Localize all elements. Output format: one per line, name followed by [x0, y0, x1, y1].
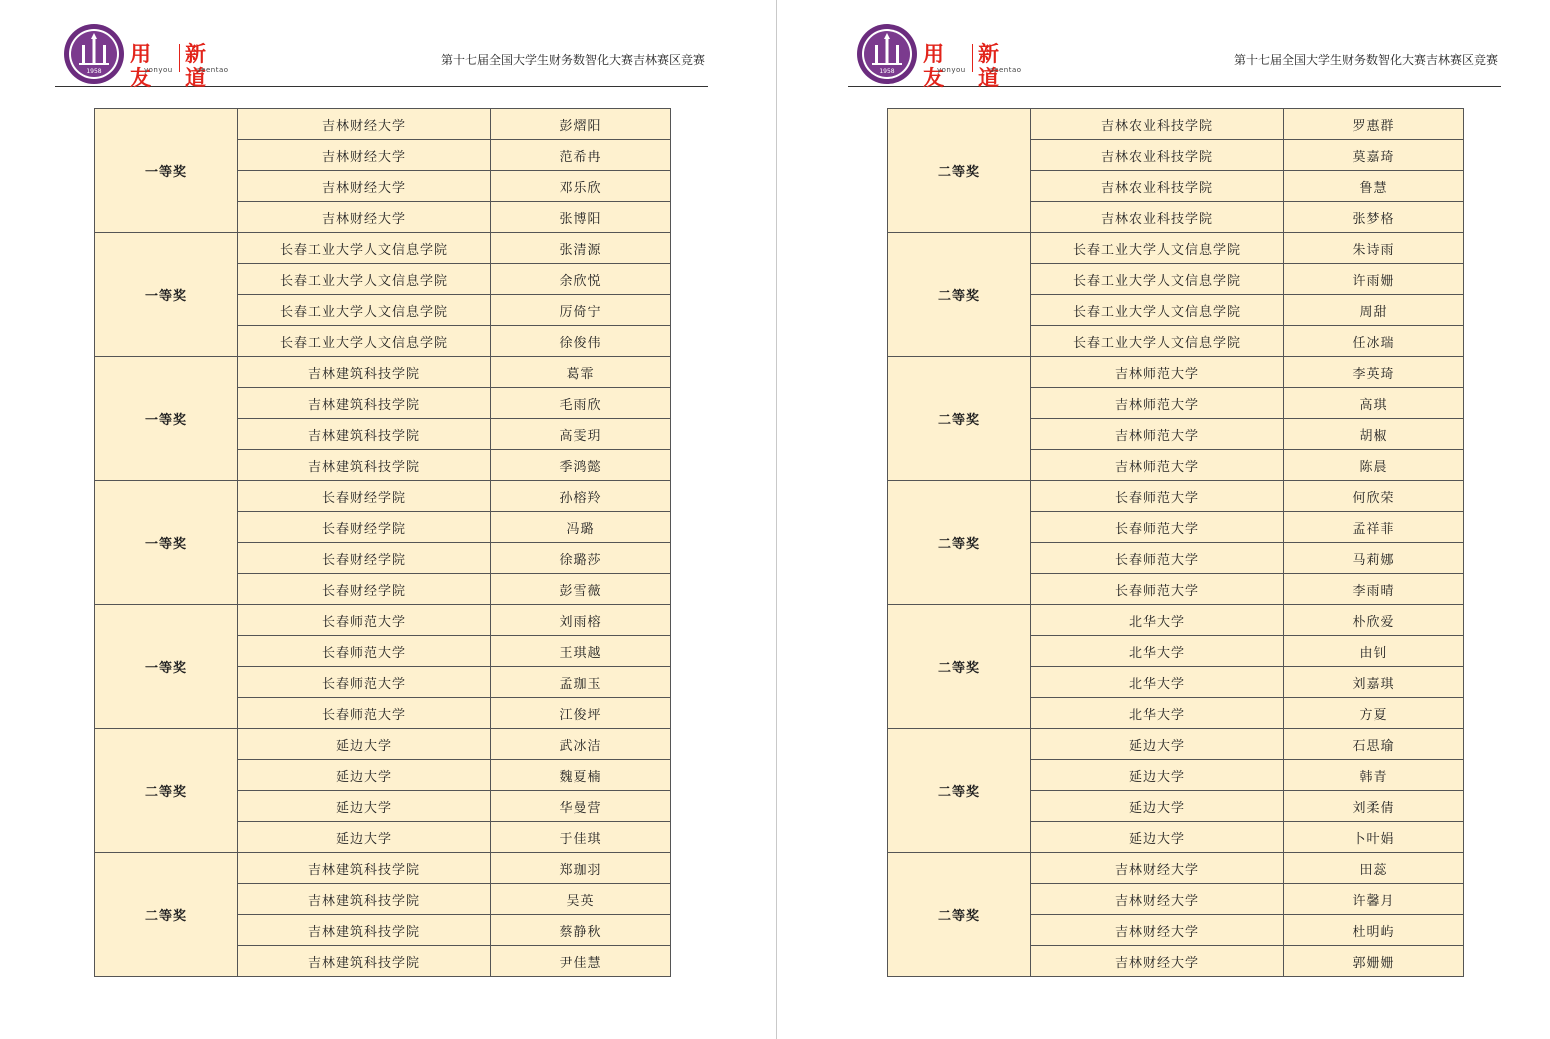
school-cell: 吉林建筑科技学院: [238, 419, 491, 450]
table-row: [888, 605, 1464, 636]
student-name-cell: 武冰洁: [491, 729, 671, 760]
student-name-cell: 陈晨: [1284, 450, 1464, 481]
brand-separator: [179, 44, 180, 72]
school-cell: 长春工业大学人文信息学院: [238, 264, 491, 295]
school-cell: 吉林财经大学: [238, 140, 491, 171]
school-cell: 长春工业大学人文信息学院: [1031, 264, 1284, 295]
school-cell: 吉林财经大学: [238, 202, 491, 233]
student-name-cell: 江俊坪: [491, 698, 671, 729]
student-name-cell: 徐璐莎: [491, 543, 671, 574]
award-level-cell: 一等奖: [95, 233, 238, 357]
table-row: [888, 357, 1464, 388]
student-name-cell: 石思瑜: [1284, 729, 1464, 760]
seal-year: 1958: [879, 68, 895, 75]
student-name-cell: 于佳琪: [491, 822, 671, 853]
school-cell: 吉林师范大学: [1031, 388, 1284, 419]
table-row: [888, 729, 1464, 760]
school-cell: 长春师范大学: [1031, 481, 1284, 512]
student-name-cell: 许馨月: [1284, 884, 1464, 915]
table-row: [888, 233, 1464, 264]
school-cell: 长春师范大学: [238, 698, 491, 729]
award-level-cell: 一等奖: [95, 357, 238, 481]
school-cell: 延边大学: [238, 729, 491, 760]
student-name-cell: 毛雨欣: [491, 388, 671, 419]
school-cell: 延边大学: [1031, 729, 1284, 760]
school-cell: 延边大学: [1031, 760, 1284, 791]
student-name-cell: 卜叶娟: [1284, 822, 1464, 853]
school-cell: 吉林建筑科技学院: [238, 853, 491, 884]
award-level-cell: 一等奖: [95, 481, 238, 605]
school-cell: 吉林财经大学: [1031, 884, 1284, 915]
award-level-cell: 一等奖: [95, 109, 238, 233]
student-name-cell: 刘雨榕: [491, 605, 671, 636]
brand-xindao-sub: seentao: [197, 66, 229, 74]
student-name-cell: 鲁慧: [1284, 171, 1464, 202]
award-level-cell: 二等奖: [888, 233, 1031, 357]
awards-table: [94, 108, 671, 977]
school-cell: 吉林农业科技学院: [1031, 140, 1284, 171]
student-name-cell: 何欣荣: [1284, 481, 1464, 512]
student-name-cell: 范希冉: [491, 140, 671, 171]
school-cell: 延边大学: [238, 791, 491, 822]
student-name-cell: 彭熠阳: [491, 109, 671, 140]
student-name-cell: 田蕊: [1284, 853, 1464, 884]
brand-xindao-sub: seentao: [990, 66, 1022, 74]
student-name-cell: 杜明屿: [1284, 915, 1464, 946]
brand-yonyou: 用友: [130, 42, 150, 90]
student-name-cell: 邓乐欣: [491, 171, 671, 202]
brand-yonyou-sub: yonyou: [937, 66, 966, 74]
school-cell: 长春师范大学: [1031, 512, 1284, 543]
student-name-cell: 孙榕羚: [491, 481, 671, 512]
table-row: [95, 605, 671, 636]
award-level-cell: 二等奖: [888, 853, 1031, 977]
school-cell: 吉林建筑科技学院: [238, 450, 491, 481]
school-cell: 延边大学: [238, 760, 491, 791]
university-seal-icon: [856, 23, 918, 85]
student-name-cell: 冯璐: [491, 512, 671, 543]
school-cell: 吉林农业科技学院: [1031, 171, 1284, 202]
award-level-cell: 二等奖: [888, 605, 1031, 729]
school-cell: 延边大学: [1031, 791, 1284, 822]
school-cell: 吉林财经大学: [1031, 915, 1284, 946]
student-name-cell: 厉倚宁: [491, 295, 671, 326]
awards-table: [887, 108, 1464, 977]
student-name-cell: 高琪: [1284, 388, 1464, 419]
school-cell: 吉林财经大学: [238, 109, 491, 140]
page-header: [848, 20, 1501, 90]
school-cell: 吉林农业科技学院: [1031, 109, 1284, 140]
student-name-cell: 由钊: [1284, 636, 1464, 667]
brand-xindao: 新道: [185, 42, 205, 90]
school-cell: 吉林建筑科技学院: [238, 357, 491, 388]
school-cell: 北华大学: [1031, 698, 1284, 729]
page-header: [55, 20, 708, 90]
school-cell: 延边大学: [1031, 822, 1284, 853]
table-row: [95, 481, 671, 512]
student-name-cell: 刘柔倩: [1284, 791, 1464, 822]
school-cell: 长春师范大学: [1031, 543, 1284, 574]
school-cell: 长春工业大学人文信息学院: [238, 233, 491, 264]
student-name-cell: 任冰瑞: [1284, 326, 1464, 357]
student-name-cell: 华曼营: [491, 791, 671, 822]
seal-year: 1958: [86, 68, 102, 75]
school-cell: 长春师范大学: [238, 667, 491, 698]
award-level-cell: 一等奖: [95, 605, 238, 729]
student-name-cell: 郭姗姗: [1284, 946, 1464, 977]
student-name-cell: 李雨晴: [1284, 574, 1464, 605]
school-cell: 长春师范大学: [238, 605, 491, 636]
school-cell: 北华大学: [1031, 667, 1284, 698]
student-name-cell: 许雨姗: [1284, 264, 1464, 295]
student-name-cell: 莫嘉琦: [1284, 140, 1464, 171]
student-name-cell: 蔡静秋: [491, 915, 671, 946]
student-name-cell: 张博阳: [491, 202, 671, 233]
student-name-cell: 朱诗雨: [1284, 233, 1464, 264]
school-cell: 吉林建筑科技学院: [238, 915, 491, 946]
school-cell: 长春工业大学人文信息学院: [1031, 295, 1284, 326]
school-cell: 长春财经学院: [238, 512, 491, 543]
school-cell: 长春工业大学人文信息学院: [238, 295, 491, 326]
school-cell: 吉林师范大学: [1031, 357, 1284, 388]
table-row: [95, 357, 671, 388]
school-cell: 长春财经学院: [238, 543, 491, 574]
header-title: 第十七届全国大学生财务数智化大赛吉林赛区竞赛: [1233, 53, 1498, 67]
school-cell: 长春工业大学人文信息学院: [238, 326, 491, 357]
table-row: [95, 109, 671, 140]
brand-yonyou-sub: yonyou: [144, 66, 173, 74]
student-name-cell: 马莉娜: [1284, 543, 1464, 574]
student-name-cell: 孟珈玉: [491, 667, 671, 698]
student-name-cell: 刘嘉琪: [1284, 667, 1464, 698]
school-cell: 长春工业大学人文信息学院: [1031, 326, 1284, 357]
student-name-cell: 胡椒: [1284, 419, 1464, 450]
page-right: [777, 0, 1550, 1039]
award-level-cell: 二等奖: [888, 109, 1031, 233]
student-name-cell: 朴欣爱: [1284, 605, 1464, 636]
header-title: 第十七届全国大学生财务数智化大赛吉林赛区竞赛: [440, 53, 705, 67]
student-name-cell: 季鸿懿: [491, 450, 671, 481]
school-cell: 吉林师范大学: [1031, 450, 1284, 481]
student-name-cell: 王琪越: [491, 636, 671, 667]
brand-separator: [972, 44, 973, 72]
school-cell: 北华大学: [1031, 636, 1284, 667]
student-name-cell: 吴英: [491, 884, 671, 915]
student-name-cell: 尹佳慧: [491, 946, 671, 977]
school-cell: 延边大学: [238, 822, 491, 853]
student-name-cell: 方夏: [1284, 698, 1464, 729]
student-name-cell: 魏夏楠: [491, 760, 671, 791]
award-level-cell: 二等奖: [888, 481, 1031, 605]
student-name-cell: 李英琦: [1284, 357, 1464, 388]
award-level-cell: 二等奖: [95, 853, 238, 977]
school-cell: 吉林建筑科技学院: [238, 388, 491, 419]
student-name-cell: 张清源: [491, 233, 671, 264]
student-name-cell: 郑珈羽: [491, 853, 671, 884]
student-name-cell: 彭雪薇: [491, 574, 671, 605]
school-cell: 吉林师范大学: [1031, 419, 1284, 450]
table-row: [95, 853, 671, 884]
student-name-cell: 葛霏: [491, 357, 671, 388]
school-cell: 长春财经学院: [238, 574, 491, 605]
student-name-cell: 余欣悦: [491, 264, 671, 295]
award-level-cell: 二等奖: [888, 357, 1031, 481]
school-cell: 吉林建筑科技学院: [238, 946, 491, 977]
school-cell: 长春师范大学: [1031, 574, 1284, 605]
table-row: [888, 853, 1464, 884]
student-name-cell: 周甜: [1284, 295, 1464, 326]
school-cell: 长春财经学院: [238, 481, 491, 512]
table-row: [95, 233, 671, 264]
school-cell: 吉林农业科技学院: [1031, 202, 1284, 233]
school-cell: 吉林财经大学: [1031, 946, 1284, 977]
school-cell: 北华大学: [1031, 605, 1284, 636]
award-level-cell: 二等奖: [95, 729, 238, 853]
table-row: [888, 109, 1464, 140]
student-name-cell: 罗惠群: [1284, 109, 1464, 140]
school-cell: 吉林财经大学: [1031, 853, 1284, 884]
brand-yonyou: 用友: [923, 42, 943, 90]
student-name-cell: 张梦格: [1284, 202, 1464, 233]
student-name-cell: 徐俊伟: [491, 326, 671, 357]
table-row: [95, 729, 671, 760]
school-cell: 吉林建筑科技学院: [238, 884, 491, 915]
school-cell: 长春工业大学人文信息学院: [1031, 233, 1284, 264]
school-cell: 吉林财经大学: [238, 171, 491, 202]
school-cell: 长春师范大学: [238, 636, 491, 667]
university-seal-icon: [63, 23, 125, 85]
student-name-cell: 高雯玥: [491, 419, 671, 450]
table-row: [888, 481, 1464, 512]
student-name-cell: 孟祥菲: [1284, 512, 1464, 543]
student-name-cell: 韩青: [1284, 760, 1464, 791]
award-level-cell: 二等奖: [888, 729, 1031, 853]
brand-xindao: 新道: [978, 42, 998, 90]
